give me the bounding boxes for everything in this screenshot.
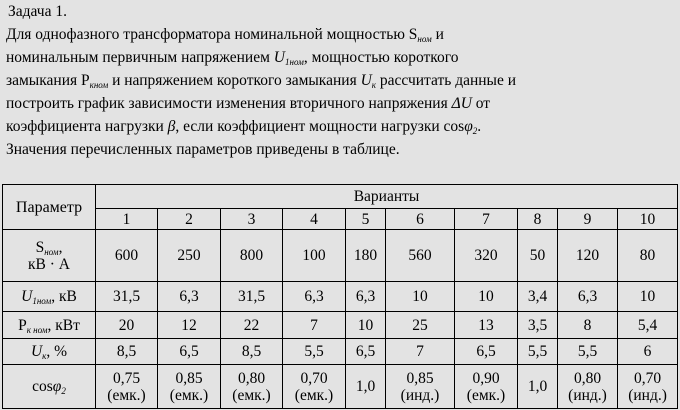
variant-number: 10 — [618, 209, 678, 230]
variants-header: Варианты — [96, 185, 678, 209]
variant-number: 4 — [283, 209, 346, 230]
row-label: $U_к$, % — [3, 339, 96, 365]
variant-number: 8 — [518, 209, 558, 230]
variant-number: 6 — [386, 209, 455, 230]
table-cell: 320 — [455, 230, 518, 282]
task-line-5: коэффициента нагрузки β, если коэффициент мощности нагрузки cosφ$_2$. — [6, 118, 482, 136]
variant-number: 3 — [221, 209, 283, 230]
table-cell: 0,70 (емк.) — [283, 365, 346, 409]
task-line-4: построить график зависимости изменения вторичного напряжения ΔU от — [6, 95, 491, 112]
table-cell: 10 — [346, 312, 386, 339]
variant-number: 7 — [455, 209, 518, 230]
table-cell: 13 — [455, 312, 518, 339]
table-cell: 10 — [386, 282, 455, 312]
table-cell: 5,5 — [283, 339, 346, 365]
table-cell: 6,3 — [346, 282, 386, 312]
table-cell: 12 — [158, 312, 221, 339]
table-cell: 25 — [386, 312, 455, 339]
task-line-6: Значения перечисленных параметров приведены в таблице. — [6, 141, 400, 158]
table-cell: 3,4 — [518, 282, 558, 312]
table-cell: 6,3 — [283, 282, 346, 312]
task-text — [6, 0, 674, 161]
table-cell: 5,5 — [518, 339, 558, 365]
table-cell: 6 — [618, 339, 678, 365]
table-cell: 8,5 — [96, 339, 158, 365]
param-header: Параметр — [3, 185, 96, 230]
table-cell: 560 — [386, 230, 455, 282]
table-cell: 0,80 (инд.) — [558, 365, 618, 409]
table-cell: 50 — [518, 230, 558, 282]
table-cell: 1,0 — [518, 365, 558, 409]
table-cell: 3,5 — [518, 312, 558, 339]
table-cell: 100 — [283, 230, 346, 282]
table-cell: 6,5 — [455, 339, 518, 365]
table-cell: 5,4 — [618, 312, 678, 339]
variant-number: 1 — [96, 209, 158, 230]
table-cell: 6,5 — [346, 339, 386, 365]
table-cell: 7 — [283, 312, 346, 339]
variant-number: 5 — [346, 209, 386, 230]
table-cell: 7 — [386, 339, 455, 365]
table-cell: 120 — [558, 230, 618, 282]
table-row — [3, 282, 678, 312]
variants-table — [2, 184, 678, 409]
table-cell: 31,5 — [221, 282, 283, 312]
row-label: cosφ$_2$ — [3, 365, 96, 409]
row-label: $U_{1ном}$, кВ — [3, 282, 96, 312]
header-row — [3, 185, 678, 209]
table-row — [3, 230, 678, 282]
table-cell: 0,80 (емк.) — [221, 365, 283, 409]
table-cell: 20 — [96, 312, 158, 339]
table-cell: 10 — [455, 282, 518, 312]
task-line-1: Для однофазного трансформатора номинальной мощностью $S_{ном}$ и — [6, 26, 444, 44]
table-cell: 80 — [618, 230, 678, 282]
table-cell: 0,85 (емк.) — [158, 365, 221, 409]
table-cell: 6,3 — [158, 282, 221, 312]
table-cell: 0,85 (инд.) — [386, 365, 455, 409]
table-cell: 22 — [221, 312, 283, 339]
table-cell: 8,5 — [221, 339, 283, 365]
table-cell: 180 — [346, 230, 386, 282]
table-cell: 600 — [96, 230, 158, 282]
task-heading: Задача 1. — [8, 3, 67, 20]
table-cell: 0,75 (емк.) — [96, 365, 158, 409]
variant-numbers-row — [3, 209, 678, 230]
table-row — [3, 339, 678, 365]
table-cell: 800 — [221, 230, 283, 282]
table-row — [3, 312, 678, 339]
table-row — [3, 365, 678, 409]
table-cell: 10 — [618, 282, 678, 312]
row-label: $P_{к ном}$, кВт — [3, 312, 96, 339]
table-cell: 1,0 — [346, 365, 386, 409]
task-line-3: замыкания $P_{кном}$ и напряжением короткого замыкания $U_к$ рассчитать данные и — [6, 72, 517, 90]
variant-number: 9 — [558, 209, 618, 230]
variant-number: 2 — [158, 209, 221, 230]
table-cell: 0,90 (емк.) — [455, 365, 518, 409]
table-cell: 6,3 — [558, 282, 618, 312]
table-cell: 0,70 (инд.) — [618, 365, 678, 409]
table-cell: 8 — [558, 312, 618, 339]
table-cell: 5,5 — [558, 339, 618, 365]
task-line-2: номинальным первичным напряжением $U_{1ном}$, мощностью короткого — [6, 49, 459, 67]
table-cell: 31,5 — [96, 282, 158, 312]
table-cell: 250 — [158, 230, 221, 282]
row-label: $S_{ном}$, кВ · А — [3, 230, 96, 282]
table-cell: 6,5 — [158, 339, 221, 365]
